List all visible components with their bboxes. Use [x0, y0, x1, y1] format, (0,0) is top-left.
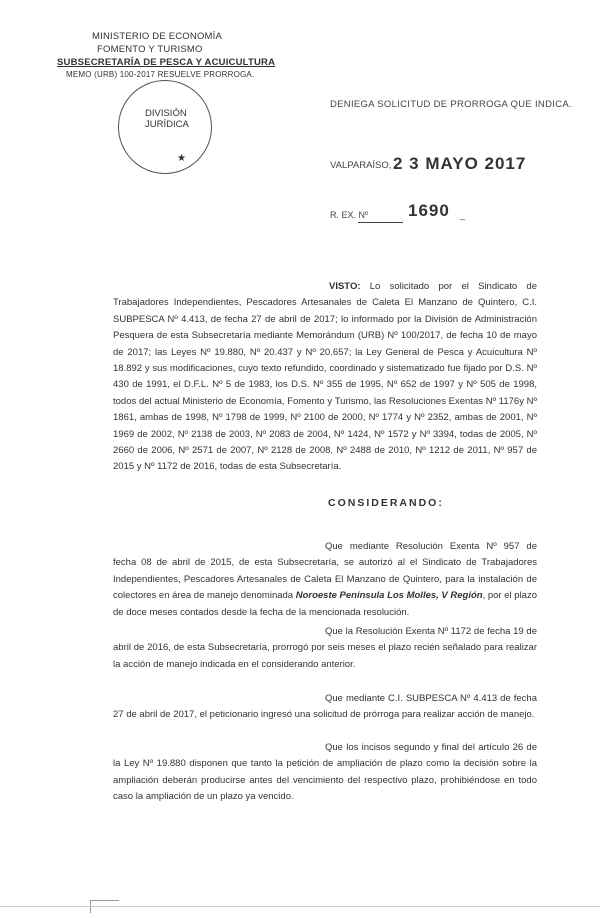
visto-label: VISTO: [329, 281, 361, 292]
resolution-trail: _ [460, 210, 466, 220]
considerando-4 [113, 740, 537, 806]
considerando-4-text: Que los incisos segundo y final del artículo 26 de la Ley Nº 19.880 disponen que tanto la petición de ampliación de plazo como la decisión sobre la ampliación deberán producirse antes del vencimiento del respectivo plazo, prohibiéndose en todo caso la ampliación de un plazo ya vencido. [113, 742, 537, 803]
resolution-number: 1690 [408, 201, 450, 220]
date-stamp: 2 3 MAYO 2017 [393, 154, 527, 173]
letterhead-memo: MEMO (URB) 100-2017 RESUELVE PRORROGA. [66, 70, 255, 79]
considerando-1-text: Que mediante Resolución Exenta Nº 957 de fecha 08 de abril de 2015, de esta Subsecretaría, se autorizó al el Sindicato de Trabajadores Independientes, Pescadores Artesanales de Caleta El Manzano de Quintero, para la instalación de colectores en área de manejo denominada [113, 541, 537, 602]
page-bottom-line [0, 906, 600, 907]
letterhead-subsecretaria: SUBSECRETARÍA DE PESCA Y ACUICULTURA [57, 57, 276, 68]
considerando-2-text: Que la Resolución Exenta Nº 1172 de fecha 19 de abril de 2016, de esta Subsecretaría, prorrogó por seis meses el plazo recién señalado para realizar la acción de manejo indicada en el considerando anterior. [113, 626, 537, 670]
division-juridica-stamp [118, 80, 212, 174]
area-name: Noroeste Península Los Molles, V Región [295, 590, 483, 602]
considerando-3-text: Que mediante C.I. SUBPESCA Nº 4.413 de fecha 27 de abril de 2017, el peticionario ingresó una solicitud de prórroga para realizar acción de manejo. [113, 693, 537, 721]
considerando-3 [113, 691, 537, 724]
stamp-center-text: DIVISIÓN JURÍDICA [145, 108, 189, 130]
letterhead-ministry: MINISTERIO DE ECONOMÍA [92, 31, 223, 42]
document-subject: DENIEGA SOLICITUD DE PRORROGA QUE INDICA. [330, 99, 572, 110]
considerando-1-end: , por el plazo de doce meses contados desde la fecha de la mencionada resolución. [113, 590, 538, 618]
letterhead-tourism: FOMENTO Y TURISMO [97, 44, 203, 55]
star-icon: ★ [177, 153, 186, 164]
considerando-title: CONSIDERANDO: [328, 497, 444, 509]
considerando-2 [113, 624, 537, 673]
visto-text: Lo solicitado por el Sindicato de Trabajadores Independientes, Pescadores Artesanales de Caleta El Manzano de Quintero, C.I. SUBPESCA Nº 4.413, de fecha 27 de abril de 2017; lo informado por la División de Administración Pesquera de esta Subsecretaría mediante Memorándum (URB) Nº 100/2017, de fecha 10 de mayo de 2017; las Leyes Nº 19.880, Nº 20.437 y Nº 20.657; la Ley General de Pesca y Acuicultura Nº 18.892 y sus modificaciones, cuyo texto refundido, coordinado y sistematizado fue fijado por D.S. Nº 430 de 1991, el D.F.L. Nº 5 de 1983, los D.S. Nº 355 de 1995, Nº 652 de 1997 y Nº 505 de 1998, todos del actual Ministerio de Economía, Fomento y Turismo, las Resoluciones Exentas Nº 1176y Nº 1861, ambas de 1998, Nº 1798 de 1999, Nº 2100 de 2000, Nº 1774 y Nº 2352, ambas de 2001, Nº 1969 de 2002, Nº 2138 de 2003, Nº 2083 de 2004, Nº 1424, Nº 1572 y Nº 3394, todas de 2005, Nº 2660 de 2006, Nº 2571 de 2007, Nº 2128 de 2008, Nº 2488 de 2010, Nº 1212 de 2011, Nº 957 de 2015 y Nº 1172 de 2016, todas de esta Subsecretaría. [113, 281, 537, 473]
resolution-underline [358, 222, 403, 223]
visto-paragraph [113, 279, 537, 476]
place-label: VALPARAÍSO, [330, 160, 392, 171]
resolution-label: R. EX. Nº [330, 210, 369, 220]
considerando-1 [113, 539, 537, 621]
